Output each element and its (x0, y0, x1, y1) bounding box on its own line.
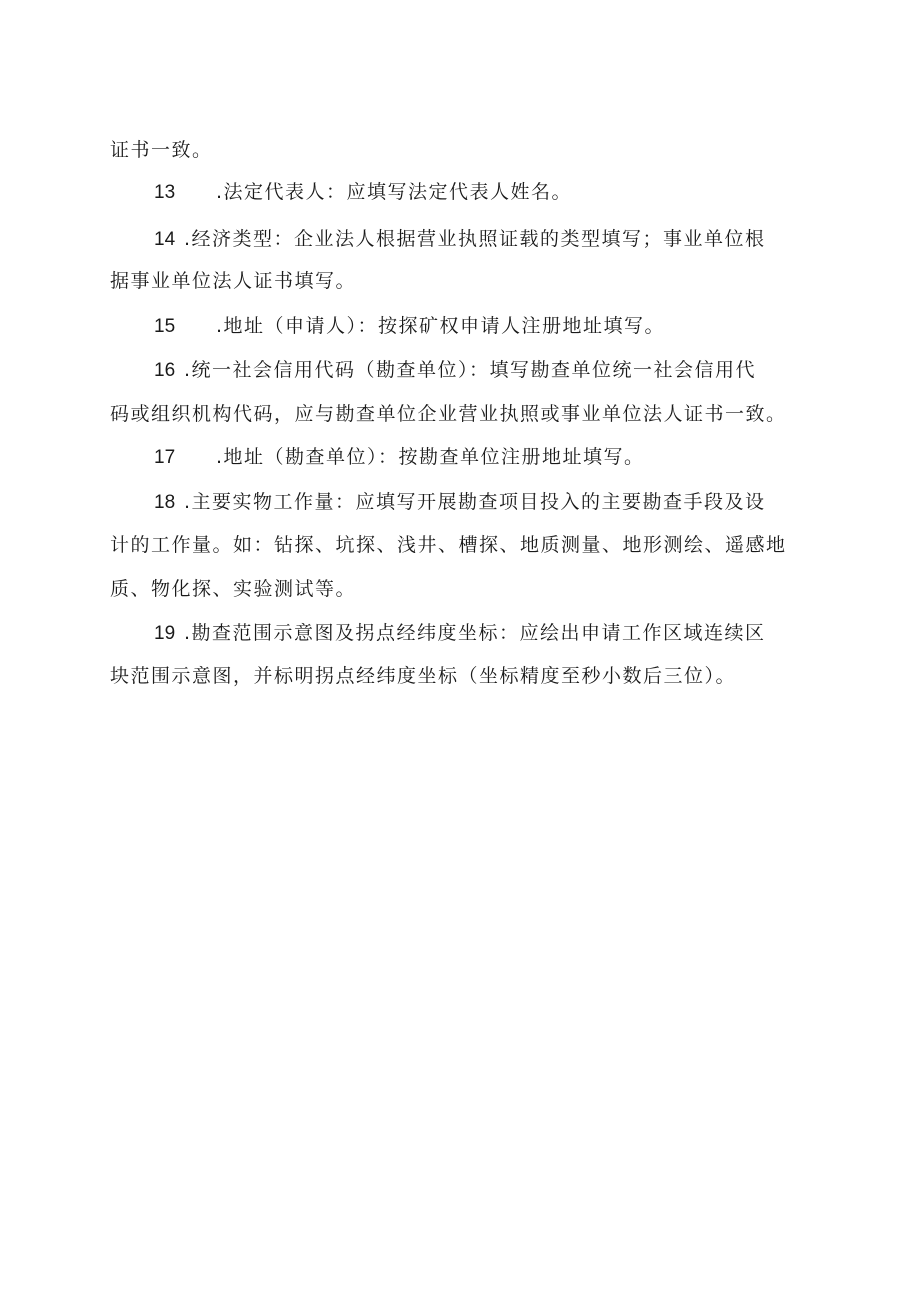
item-18-workload (154, 487, 766, 517)
line-text: .法定代表人：应填写法定代表人姓名。 (216, 181, 573, 203)
item-number: 14 (154, 229, 176, 250)
item-number: 19 (154, 623, 176, 644)
text-line-continuation (110, 574, 356, 604)
item-17-survey-unit-address (154, 442, 645, 472)
text-line-continuation (110, 399, 787, 429)
line-text: .主要实物工作量：应填写开展勘查项目投入的主要勘查手段及设 (184, 491, 766, 513)
line-text: .经济类型：企业法人根据营业执照证载的类型填写；事业单位根 (184, 228, 766, 250)
text-line-continuation (110, 661, 736, 691)
item-number: 17 (154, 447, 176, 468)
item-19-survey-range-map (154, 618, 766, 648)
text-line-continuation (110, 266, 356, 296)
text-line-continuation (110, 530, 787, 560)
line-text: .勘查范围示意图及拐点经纬度坐标：应绘出申请工作区域连续区 (184, 622, 766, 644)
line-text: .地址（申请人）：按探矿权申请人注册地址填写。 (216, 315, 666, 337)
item-13-legal-representative (154, 177, 572, 207)
text-line-continuation (110, 135, 213, 165)
line-text: .地址（勘查单位）：按勘查单位注册地址填写。 (216, 446, 645, 468)
item-number: 16 (154, 360, 176, 381)
line-text: 质、物化探、实验测试等。 (110, 578, 357, 600)
line-text: 计的工作量。如：钻探、坑探、浅井、槽探、地质测量、地形测绘、遥感地 (110, 534, 787, 556)
item-number: 18 (154, 492, 176, 513)
item-15-applicant-address (154, 311, 665, 341)
line-text: 据事业单位法人证书填写。 (110, 270, 357, 292)
line-text: 码或组织机构代码，应与勘查单位企业营业执照或事业单位法人证书一致。 (110, 403, 787, 425)
item-number: 13 (154, 182, 176, 203)
line-text: .统一社会信用代码（勘查单位）：填写勘查单位统一社会信用代 (184, 359, 757, 381)
item-number: 15 (154, 316, 176, 337)
item-16-credit-code (154, 355, 756, 385)
line-text: 证书一致。 (110, 139, 213, 161)
item-14-economic-type (154, 224, 766, 254)
line-text: 块范围示意图，并标明拐点经纬度坐标（坐标精度至秒小数后三位）。 (110, 665, 737, 687)
